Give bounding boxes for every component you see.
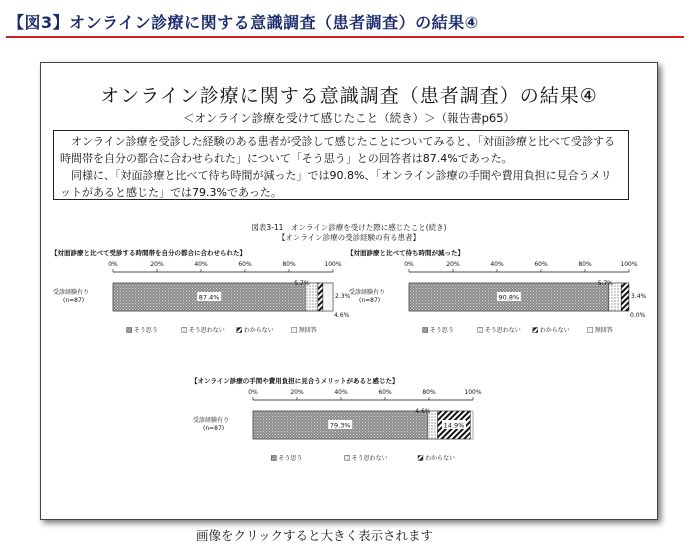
legend-label: そう思う [278, 455, 303, 462]
data-label: 87.4% [198, 293, 220, 302]
x-tick-label: 40% [334, 389, 348, 396]
category-sublabel: (n=87) [63, 297, 85, 304]
chart-time-convenience [51, 249, 351, 349]
legend-swatch [182, 328, 187, 333]
data-label: 3.4% [631, 293, 647, 300]
legend-swatch [418, 456, 423, 461]
bar-segment [427, 411, 437, 439]
figure-subcaption: 【オンライン診療の受診経験の有る患者】 [277, 233, 421, 242]
legend-label: そう思う [133, 327, 158, 334]
data-label: 4.6% [334, 312, 350, 319]
data-label: 79.3% [329, 421, 351, 430]
x-tick-label: 80% [282, 261, 296, 268]
page-heading: 【図3】オンライン診療に関する意識調査（患者調査）の結果④ [8, 13, 479, 32]
legend-swatch [533, 328, 538, 333]
slide-subtitle: ＜オンライン診療を受けて感じたこと（続き）＞（報告書p65） [182, 111, 516, 125]
data-label: 4.6% [415, 408, 431, 415]
chart-title: 【対面診療と比べて待ち時間が減った】 [347, 249, 464, 257]
legend-swatch [237, 328, 242, 333]
legend-label: わからない [425, 455, 456, 462]
x-tick-label: 20% [150, 261, 164, 268]
figure-caption: 図表3-11 オンライン診療を受けた際に感じたこと(続き) [251, 223, 447, 232]
legend-label: 無回答 [594, 327, 613, 334]
data-label: 14.9% [443, 421, 465, 430]
legend-swatch [478, 328, 483, 333]
heading-rule [6, 36, 684, 38]
legend-swatch [588, 328, 593, 333]
x-tick-label: 80% [422, 389, 436, 396]
bar-segment [305, 283, 318, 311]
bar-segment [621, 283, 628, 311]
chart-title: 【オンライン診療の手間や費用負担に見合うメリットがあると感じた】 [191, 377, 399, 385]
data-label: 5.7% [294, 280, 310, 287]
legend-swatch [292, 328, 297, 333]
x-tick-label: 20% [446, 261, 460, 268]
x-tick-label: 20% [290, 389, 304, 396]
legend-label: そう思わない [484, 327, 521, 334]
chart-title: 【対面診療と比べて受診する時間帯を自分の都合に合わせられた】 [51, 249, 246, 257]
category-sublabel: (n=87) [203, 425, 225, 432]
chart-wait-time [347, 249, 647, 349]
x-tick-label: 0% [248, 389, 258, 396]
summary-paragraph: オンライン診療を受診した経験のある患者が受診して感じたことについてみると、「対面診療と比べて受診する時間帯を自分の都合に合わせられた」について「そう思う」との回答者は87.4%であった。 [60, 135, 615, 165]
legend-swatch [423, 328, 428, 333]
summary-box [53, 130, 629, 200]
x-tick-label: 60% [534, 261, 548, 268]
data-label: 90.8% [498, 293, 520, 302]
x-tick-label: 60% [378, 389, 392, 396]
chart-cost-benefit [191, 377, 491, 477]
category-label: 受診経験有り [193, 417, 230, 424]
x-tick-label: 0% [404, 261, 414, 268]
click-to-enlarge-caption: 画像をクリックすると大きく表示されます [196, 528, 434, 543]
legend-label: そう思わない [188, 327, 225, 334]
category-label: 受診経験有り [349, 289, 386, 296]
data-label: 5.7% [597, 280, 614, 287]
legend-label: わからない [243, 327, 274, 334]
legend-label: わからない [539, 327, 570, 334]
legend-swatch [345, 456, 350, 461]
legend-swatch [271, 456, 276, 461]
x-tick-label: 40% [194, 261, 208, 268]
bar-segment [609, 283, 622, 311]
x-tick-label: 100% [464, 389, 482, 396]
report-slide[interactable] [40, 62, 658, 520]
data-label: 2.3% [335, 293, 351, 300]
slide-title: オンライン診療に関する意識調査（患者調査）の結果④ [100, 85, 598, 107]
legend-label: そう思う [429, 327, 454, 334]
legend-label: そう思わない [351, 455, 388, 462]
summary-paragraph: 同様に、「対面診療と比べて待ち時間が減った」では90.8%、「オンライン診療の手間や費用負担に見合うメリットがあると感じた」では79.3%であった。 [60, 169, 612, 199]
legend-swatch [127, 328, 132, 333]
category-sublabel: (n=87) [359, 297, 381, 304]
data-label: 0.0% [630, 312, 646, 319]
x-tick-label: 0% [108, 261, 118, 268]
category-label: 受診経験有り [53, 289, 90, 296]
bar-segment [323, 283, 333, 311]
legend-label: 無回答 [298, 327, 317, 334]
x-tick-label: 100% [324, 261, 342, 268]
bar-segment [318, 283, 323, 311]
x-tick-label: 80% [578, 261, 592, 268]
x-tick-label: 100% [620, 261, 638, 268]
x-tick-label: 40% [490, 261, 504, 268]
x-tick-label: 60% [238, 261, 252, 268]
